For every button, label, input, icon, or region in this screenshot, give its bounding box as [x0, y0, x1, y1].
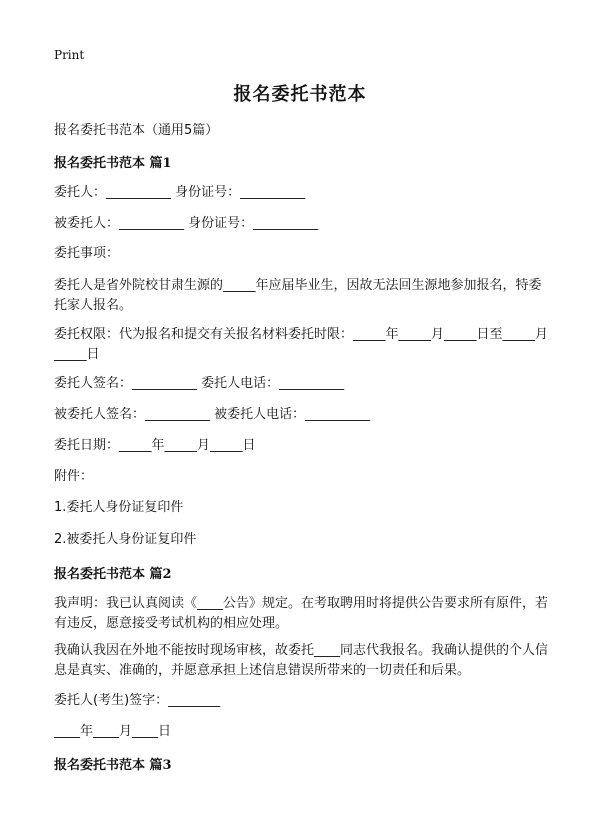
page-title: 报名委托书范本: [233, 84, 367, 105]
subtitle: 报名委托书范本（通用5篇）: [54, 123, 219, 138]
section-3-heading: 报名委托书范本 篇3: [54, 758, 172, 773]
attachment-item-2: 2.被委托人身份证复印件: [54, 532, 197, 547]
candidate-signature-line: 委托人(考生)签字：________: [54, 693, 221, 708]
section-2-date-line: ____年____月____日: [54, 724, 172, 739]
section-2-heading: 报名委托书范本 篇2: [54, 567, 172, 582]
agent-signature-line: 被委托人签名：__________ 被委托人电话：__________: [54, 407, 371, 422]
confirmation-paragraph: 我确认我因在外地不能按时现场审核，故委托____同志代我报名。我确认提供的个人信息是真实、准确的，并愿意承担上述信息错误所带来的一切责任和后果。: [54, 643, 549, 678]
print-label: Print: [54, 48, 85, 62]
principal-line: 委托人：__________ 身份证号：__________: [54, 185, 306, 200]
matters-label: 委托事项：: [54, 246, 120, 261]
date-line: 委托日期：_____年_____月_____日: [54, 438, 256, 453]
agent-line: 被委托人：__________ 身份证号：__________: [54, 216, 319, 231]
authority-paragraph: 委托权限：代为报名和提交有关报名材料委托时限：_____年_____月_____日至_____月_____日: [54, 327, 549, 362]
declaration-paragraph: 我声明：我已认真阅读《____公告》规定。在考取聘用时将提供公告要求所有原件，若有违反，愿意接受考试机构的相应处理。: [54, 596, 549, 631]
attachment-item-1: 1.委托人身份证复印件: [54, 500, 184, 515]
section-1-heading: 报名委托书范本 篇1: [54, 156, 172, 171]
attachments-label: 附件：: [54, 469, 94, 484]
principal-signature-line: 委托人签名：__________ 委托人电话：__________: [54, 376, 345, 391]
matters-paragraph: 委托人是省外院校甘肃生源的_____年应届毕业生，因故无法回生源地参加报名，特委托家人报名。: [54, 278, 542, 313]
